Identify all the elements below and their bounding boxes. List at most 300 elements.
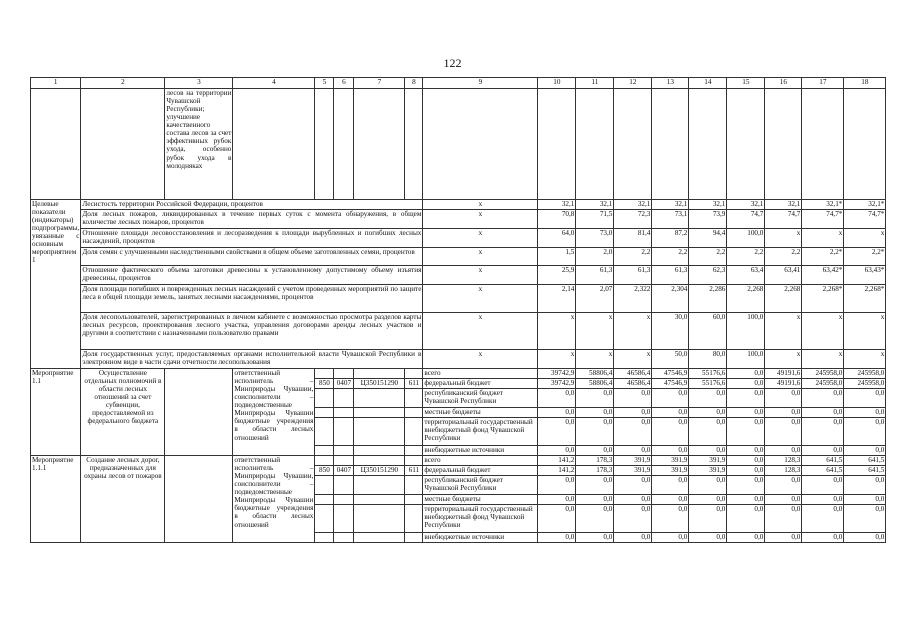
funding-value: 141,2 xyxy=(538,456,576,466)
indicator-row xyxy=(31,229,886,248)
budget-code xyxy=(334,495,354,505)
indicator-value: 32,1* xyxy=(802,200,844,210)
funding-value: 0,0 xyxy=(727,466,765,476)
indicator-value: 60,0 xyxy=(689,313,727,350)
funding-value: 391,9 xyxy=(614,466,652,476)
indicator-value: х xyxy=(765,350,802,369)
funding-value: 0,0 xyxy=(727,379,765,389)
budget-code xyxy=(334,389,354,408)
funding-value: 0,0 xyxy=(652,505,689,533)
funding-value: 0,0 xyxy=(652,476,689,495)
column-number: 2 xyxy=(81,78,165,89)
funding-value: 128,3 xyxy=(765,466,802,476)
budget-code xyxy=(405,533,423,543)
table-cell xyxy=(614,89,652,200)
indicator-marker: х xyxy=(423,210,538,229)
funding-row xyxy=(31,369,886,379)
indicator-value: 71,5 xyxy=(576,210,614,229)
funding-value: 0,0 xyxy=(652,533,689,543)
table-cell xyxy=(576,89,614,200)
funding-value: 0,0 xyxy=(844,495,886,505)
funding-value: 0,0 xyxy=(576,476,614,495)
funding-value: 0,0 xyxy=(765,389,802,408)
funding-value: 0,0 xyxy=(727,408,765,418)
table-cell xyxy=(31,89,81,200)
funding-value: 0,0 xyxy=(727,533,765,543)
column-number: 18 xyxy=(844,78,886,89)
funding-source: всего xyxy=(423,369,538,379)
budget-code xyxy=(354,418,405,446)
funding-value: 0,0 xyxy=(802,476,844,495)
table-cell xyxy=(727,89,765,200)
funding-value: 0,0 xyxy=(727,418,765,446)
budget-code xyxy=(405,495,423,505)
budget-code: 850 xyxy=(315,379,334,389)
funding-source: федеральный бюджет xyxy=(423,379,538,389)
indicator-value: 61,3 xyxy=(614,266,652,285)
table-cell xyxy=(652,89,689,200)
budget-code xyxy=(354,408,405,418)
indicator-value: х xyxy=(576,313,614,350)
column-number: 16 xyxy=(765,78,802,89)
funding-value: 0,0 xyxy=(765,505,802,533)
funding-value: 47546,9 xyxy=(652,369,689,379)
funding-value: 0,0 xyxy=(727,505,765,533)
funding-value: 0,0 xyxy=(576,418,614,446)
indicator-row xyxy=(31,248,886,266)
funding-value: 0,0 xyxy=(576,533,614,543)
indicator-value: 2,2 xyxy=(727,248,765,266)
funding-source: всего xyxy=(423,456,538,466)
indicator-name: Доля семян с улучшенными наследственными свойствами в общем объеме заготовленных семян, процентов xyxy=(81,248,423,266)
funding-source: территориальный государственный внебюджетный фонд Чувашской Республики xyxy=(423,505,538,533)
funding-value: 0,0 xyxy=(802,505,844,533)
indicator-value: 32,1 xyxy=(765,200,802,210)
program-table-sheet xyxy=(30,77,886,543)
funding-value: 0,0 xyxy=(727,456,765,466)
indicator-value: 80,0 xyxy=(689,350,727,369)
budget-code xyxy=(354,533,405,543)
funding-row xyxy=(31,456,886,466)
indicator-value: х xyxy=(765,313,802,350)
indicator-value: 63,43* xyxy=(844,266,886,285)
funding-value: 58806,4 xyxy=(576,379,614,389)
funding-value: 391,9 xyxy=(689,456,727,466)
budget-code xyxy=(354,476,405,495)
indicator-value: 63,4 xyxy=(727,266,765,285)
budget-code: Ц350151290 xyxy=(354,379,405,389)
funding-value: 0,0 xyxy=(576,505,614,533)
column-number: 12 xyxy=(614,78,652,89)
funding-value: 0,0 xyxy=(844,533,886,543)
indicator-value: 30,0 xyxy=(652,313,689,350)
budget-code xyxy=(405,476,423,495)
funding-value: 391,9 xyxy=(614,456,652,466)
indicator-value: 2,0 xyxy=(576,248,614,266)
event-name: Осуществление отдельных полномочий в области лесных отношений за счет субвенции, предоставляемой из федерального бюджета xyxy=(81,369,165,456)
event-label: Мероприятие 1.1.1 xyxy=(31,456,81,543)
funding-source: местные бюджеты xyxy=(423,408,538,418)
funding-value: 0,0 xyxy=(689,533,727,543)
indicator-value: 74,7* xyxy=(844,210,886,229)
indicator-value: х xyxy=(538,313,576,350)
funding-value: 46586,4 xyxy=(614,379,652,389)
budget-code xyxy=(334,505,354,533)
indicator-name: Отношение фактического объема заготовки древесины к установленному допустимому объему изъятия древесины, процентов xyxy=(81,266,423,285)
funding-value: 0,0 xyxy=(844,476,886,495)
funding-source: республиканский бюджет Чувашской Республики xyxy=(423,476,538,495)
indicator-marker: х xyxy=(423,285,538,313)
funding-value: 55176,6 xyxy=(689,379,727,389)
funding-value: 39742,9 xyxy=(538,369,576,379)
funding-value: 0,0 xyxy=(614,389,652,408)
indicator-value: 74,7 xyxy=(765,210,802,229)
indicator-value: 2,268 xyxy=(765,285,802,313)
indicator-value: 50,0 xyxy=(652,350,689,369)
funding-value: 245958,0 xyxy=(844,369,886,379)
funding-value: 178,3 xyxy=(576,466,614,476)
column-number: 17 xyxy=(802,78,844,89)
funding-value: 0,0 xyxy=(765,476,802,495)
funding-value: 0,0 xyxy=(802,446,844,456)
indicator-value: 63,42* xyxy=(802,266,844,285)
indicator-value: х xyxy=(614,313,652,350)
funding-value: 0,0 xyxy=(689,505,727,533)
indicator-value: 2,2 xyxy=(614,248,652,266)
column-number: 7 xyxy=(354,78,405,89)
budget-code xyxy=(354,505,405,533)
table-cell xyxy=(233,89,315,200)
indicator-value: 2,322 xyxy=(614,285,652,313)
column-number: 1 xyxy=(31,78,81,89)
budget-code: 0407 xyxy=(334,466,354,476)
budget-code xyxy=(315,369,334,379)
funding-value: 55176,6 xyxy=(689,369,727,379)
indicator-value: 100,0 xyxy=(727,313,765,350)
budget-code xyxy=(405,456,423,466)
budget-code: 611 xyxy=(405,379,423,389)
funding-value: 0,0 xyxy=(765,495,802,505)
budget-code xyxy=(354,456,405,466)
budget-code xyxy=(354,389,405,408)
funding-value: 391,9 xyxy=(689,466,727,476)
budget-code xyxy=(315,446,334,456)
funding-value: 128,3 xyxy=(765,456,802,466)
funding-source: республиканский бюджет Чувашской Республики xyxy=(423,389,538,408)
indicator-marker: х xyxy=(423,266,538,285)
budget-code xyxy=(315,456,334,466)
budget-code xyxy=(354,369,405,379)
budget-code: Ц350151290 xyxy=(354,466,405,476)
indicator-value: 2,2 xyxy=(652,248,689,266)
indicator-value: 2,14 xyxy=(538,285,576,313)
funding-value: 0,0 xyxy=(844,408,886,418)
indicator-value: х xyxy=(844,229,886,248)
indicator-marker: х xyxy=(423,350,538,369)
funding-value: 47546,9 xyxy=(652,379,689,389)
table-cell xyxy=(423,89,538,200)
budget-code xyxy=(315,495,334,505)
indicator-value: 25,9 xyxy=(538,266,576,285)
funding-value: 0,0 xyxy=(727,446,765,456)
budget-code xyxy=(405,505,423,533)
funding-value: 245958,0 xyxy=(844,379,886,389)
funding-source: местные бюджеты xyxy=(423,495,538,505)
indicators-label: Целевые показатели (индикаторы) подпрограммы, увязанные с основным мероприятием 1 xyxy=(31,200,81,369)
table-cell xyxy=(165,456,233,543)
funding-value: 0,0 xyxy=(689,476,727,495)
funding-value: 0,0 xyxy=(576,408,614,418)
funding-value: 245958,0 xyxy=(802,369,844,379)
budget-code xyxy=(315,533,334,543)
funding-value: 0,0 xyxy=(727,495,765,505)
column-number: 14 xyxy=(689,78,727,89)
indicator-value: 100,0 xyxy=(727,229,765,248)
funding-value: 0,0 xyxy=(689,446,727,456)
indicator-value: 32,1 xyxy=(576,200,614,210)
column-number: 8 xyxy=(405,78,423,89)
funding-value: 391,9 xyxy=(652,466,689,476)
table-cell xyxy=(354,89,405,200)
continuation-row xyxy=(31,89,886,200)
funding-value: 39742,9 xyxy=(538,379,576,389)
budget-code xyxy=(405,446,423,456)
budget-code xyxy=(315,389,334,408)
continued-text: лесов на территории Чувашской Республики; улучшение качественного состава лесов за счет эффективных рубок ухода, особенно рубок ухода в молодняках xyxy=(165,89,233,200)
indicator-value: 2,304 xyxy=(652,285,689,313)
indicator-value: 73,9 xyxy=(689,210,727,229)
indicator-value: 2,07 xyxy=(576,285,614,313)
funding-value: 0,0 xyxy=(802,418,844,446)
funding-value: 0,0 xyxy=(614,408,652,418)
indicator-value: 32,1 xyxy=(727,200,765,210)
indicator-value: х xyxy=(802,350,844,369)
funding-value: 0,0 xyxy=(538,533,576,543)
funding-value: 0,0 xyxy=(614,476,652,495)
indicator-value: 64,0 xyxy=(538,229,576,248)
indicator-value: 2,2 xyxy=(765,248,802,266)
event-executors: ответственный исполнитель – Минприроды Чувашии, соисполнители – подведомственные Минприроды Чувашии бюджетные учреждения в области лесных отношений xyxy=(233,456,315,543)
budget-code xyxy=(354,446,405,456)
indicator-name: Доля лесных пожаров, ликвидированных в течение первых суток с момента обнаружения, в общем количестве лесных пожаров, процентов xyxy=(81,210,423,229)
funding-source: внебюджетные источники xyxy=(423,533,538,543)
indicator-value: 73,0 xyxy=(576,229,614,248)
funding-value: 0,0 xyxy=(538,446,576,456)
indicator-value: 32,1* xyxy=(844,200,886,210)
indicator-value: 81,4 xyxy=(614,229,652,248)
budget-code xyxy=(405,408,423,418)
funding-value: 641,5 xyxy=(802,466,844,476)
funding-source: территориальный государственный внебюджетный фонд Чувашской Республики xyxy=(423,418,538,446)
funding-value: 0,0 xyxy=(844,389,886,408)
indicator-value: х xyxy=(844,350,886,369)
column-number: 11 xyxy=(576,78,614,89)
funding-value: 0,0 xyxy=(689,408,727,418)
funding-value: 0,0 xyxy=(765,446,802,456)
column-number: 6 xyxy=(334,78,354,89)
funding-value: 0,0 xyxy=(576,495,614,505)
indicator-value: 94,4 xyxy=(689,229,727,248)
indicator-row xyxy=(31,313,886,350)
funding-value: 0,0 xyxy=(614,418,652,446)
indicator-value: 2,2* xyxy=(802,248,844,266)
column-number: 3 xyxy=(165,78,233,89)
page-number: 122 xyxy=(443,56,462,70)
funding-value: 0,0 xyxy=(652,389,689,408)
event-label: Мероприятие 1.1 xyxy=(31,369,81,456)
indicator-value: 2,286 xyxy=(689,285,727,313)
indicator-row xyxy=(31,210,886,229)
indicator-name: Отношение площади лесовосстановления и лесоразведения к площади вырубленных и погибших лесных насаждений, процентов xyxy=(81,229,423,248)
indicator-marker: х xyxy=(423,313,538,350)
funding-value: 0,0 xyxy=(576,389,614,408)
indicator-value: 61,3 xyxy=(576,266,614,285)
funding-value: 0,0 xyxy=(689,389,727,408)
indicator-value: 87,2 xyxy=(652,229,689,248)
budget-code: 0407 xyxy=(334,379,354,389)
budget-code xyxy=(405,369,423,379)
indicator-value: 73,1 xyxy=(652,210,689,229)
funding-value: 46586,4 xyxy=(614,369,652,379)
funding-value: 49191,6 xyxy=(765,369,802,379)
indicator-name: Доля лесопользователей, зарегистрированных в личном кабинете с возможностью просмотра разделов карты лесных ресурсов, проектирования лесного участка, управления договорами аренды лесных участков и другими в соответствии с назначенными пользователю правами xyxy=(81,313,423,350)
funding-value: 0,0 xyxy=(727,369,765,379)
funding-value: 0,0 xyxy=(802,408,844,418)
indicator-value: 2,268 xyxy=(727,285,765,313)
indicator-value: х xyxy=(614,350,652,369)
indicator-value: 2,268* xyxy=(802,285,844,313)
budget-code: 611 xyxy=(405,466,423,476)
indicator-value: 2,2* xyxy=(844,248,886,266)
indicator-value: 32,1 xyxy=(538,200,576,210)
budget-code xyxy=(334,446,354,456)
indicator-value: х xyxy=(802,229,844,248)
funding-source: федеральный бюджет xyxy=(423,466,538,476)
event-name: Создание лесных дорог, предназначенных для охраны лесов от пожаров xyxy=(81,456,165,543)
budget-code xyxy=(334,476,354,495)
budget-code xyxy=(334,408,354,418)
funding-value: 0,0 xyxy=(765,408,802,418)
table-cell xyxy=(802,89,844,200)
indicator-row xyxy=(31,266,886,285)
table-cell xyxy=(405,89,423,200)
funding-value: 141,2 xyxy=(538,466,576,476)
funding-value: 0,0 xyxy=(614,505,652,533)
budget-code xyxy=(334,456,354,466)
funding-value: 0,0 xyxy=(652,495,689,505)
budget-code xyxy=(334,369,354,379)
table-cell xyxy=(334,89,354,200)
program-table xyxy=(30,77,886,543)
indicator-value: 74,7 xyxy=(727,210,765,229)
table-cell xyxy=(844,89,886,200)
budget-code xyxy=(315,418,334,446)
funding-value: 49191,6 xyxy=(765,379,802,389)
column-number: 4 xyxy=(233,78,315,89)
funding-value: 0,0 xyxy=(765,533,802,543)
indicator-value: 63,41 xyxy=(765,266,802,285)
budget-code xyxy=(315,476,334,495)
indicator-row xyxy=(31,285,886,313)
budget-code xyxy=(315,408,334,418)
funding-value: 0,0 xyxy=(802,533,844,543)
funding-value: 0,0 xyxy=(538,476,576,495)
indicator-value: 32,1 xyxy=(689,200,727,210)
budget-code: 850 xyxy=(315,466,334,476)
table-cell xyxy=(165,369,233,456)
indicator-row xyxy=(31,200,886,210)
funding-value: 0,0 xyxy=(652,446,689,456)
funding-value: 245958,0 xyxy=(802,379,844,389)
funding-value: 0,0 xyxy=(614,446,652,456)
budget-code xyxy=(334,533,354,543)
indicator-value: х xyxy=(538,350,576,369)
table-cell xyxy=(538,89,576,200)
indicator-value: 61,3 xyxy=(652,266,689,285)
funding-value: 0,0 xyxy=(538,505,576,533)
indicator-marker: х xyxy=(423,248,538,266)
funding-value: 391,9 xyxy=(652,456,689,466)
indicator-name: Лесистость территории Российской Федерации, процентов xyxy=(81,200,423,210)
indicator-value: 2,268* xyxy=(844,285,886,313)
column-number: 10 xyxy=(538,78,576,89)
funding-value: 0,0 xyxy=(614,495,652,505)
column-number: 15 xyxy=(727,78,765,89)
table-cell xyxy=(689,89,727,200)
funding-value: 0,0 xyxy=(652,408,689,418)
budget-code xyxy=(354,495,405,505)
funding-value: 0,0 xyxy=(802,389,844,408)
table-cell xyxy=(315,89,334,200)
indicator-value: х xyxy=(576,350,614,369)
funding-value: 0,0 xyxy=(802,495,844,505)
funding-value: 0,0 xyxy=(844,418,886,446)
indicator-value: 2,2 xyxy=(689,248,727,266)
header-row xyxy=(31,78,886,89)
indicator-value: х xyxy=(765,229,802,248)
budget-code xyxy=(405,418,423,446)
indicator-name: Доля государственных услуг, предоставляемых органами исполнительной власти Чувашской Республики в электронном виде в части сдачи отчетности лесопользования xyxy=(81,350,423,369)
funding-value: 0,0 xyxy=(538,389,576,408)
table-cell xyxy=(765,89,802,200)
event-executors: ответственный исполнитель – Минприроды Чувашии, соисполнители – подведомственные Минприроды Чувашии бюджетные учреждения в области лесных отношений xyxy=(233,369,315,456)
column-number: 9 xyxy=(423,78,538,89)
funding-value: 0,0 xyxy=(765,418,802,446)
column-number: 5 xyxy=(315,78,334,89)
indicator-value: 32,1 xyxy=(614,200,652,210)
indicator-marker: х xyxy=(423,200,538,210)
budget-code xyxy=(405,389,423,408)
indicator-marker: х xyxy=(423,229,538,248)
funding-value: 0,0 xyxy=(844,505,886,533)
funding-value: 58806,4 xyxy=(576,369,614,379)
indicator-name: Доля площади погибших и поврежденных лесных насаждений с учетом проведенных мероприятий по защите леса в общей площади земель, занятых лесными насаждениями, процентов xyxy=(81,285,423,313)
indicator-row xyxy=(31,350,886,369)
indicator-value: х xyxy=(844,313,886,350)
funding-value: 0,0 xyxy=(538,408,576,418)
funding-value: 0,0 xyxy=(576,446,614,456)
indicator-value: 1,5 xyxy=(538,248,576,266)
funding-value: 0,0 xyxy=(727,389,765,408)
funding-value: 0,0 xyxy=(689,418,727,446)
indicator-value: 62,3 xyxy=(689,266,727,285)
column-number: 13 xyxy=(652,78,689,89)
indicator-value: х xyxy=(802,313,844,350)
indicator-value: 32,1 xyxy=(652,200,689,210)
funding-value: 0,0 xyxy=(844,446,886,456)
indicator-value: 70,8 xyxy=(538,210,576,229)
indicator-value: 100,0 xyxy=(727,350,765,369)
